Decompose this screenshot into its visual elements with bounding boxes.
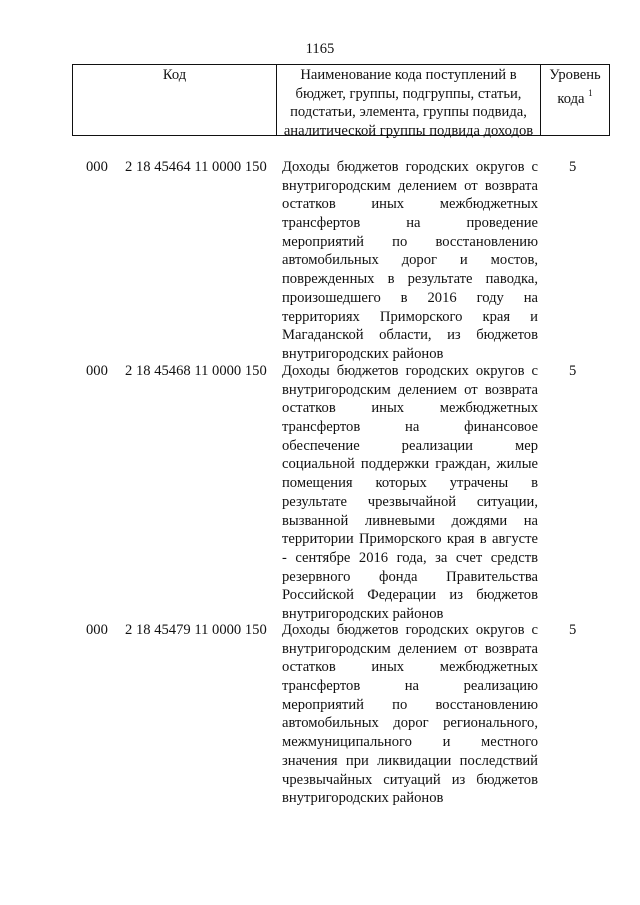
description-line: внутригородских районов	[282, 345, 444, 362]
description-line: Доходы бюджетов городских округов с	[282, 622, 538, 638]
description-line: вызванной ливневыми дождями на	[282, 512, 538, 529]
header-name-line: Наименование кода поступлений в	[300, 67, 517, 83]
description-line: внутригородским делением от возврата	[282, 381, 538, 398]
header-code-label: Код	[162, 67, 187, 83]
description-line: трансфертов на финансовое	[282, 419, 538, 436]
header-level-cell	[541, 65, 609, 135]
header-name-line: аналитической группы подвида доходов	[283, 122, 534, 139]
header-level-word: кода	[557, 90, 585, 107]
description-line: социальной поддержки граждан, жилые	[282, 456, 538, 473]
description-line: внутригородских районов	[282, 605, 444, 622]
description-line: автомобильных дорог и мостов,	[282, 252, 538, 269]
description-line: значения при ликвидации последствий	[282, 752, 538, 769]
description-line: мероприятий по восстановлению	[282, 233, 538, 250]
description-line: внутригородским делением от возврата	[282, 640, 538, 657]
admin-code: 000	[86, 363, 108, 379]
description-line: обеспечение реализации мер	[282, 437, 538, 454]
description-line: трансфертов на проведение	[282, 215, 538, 232]
revenue-code: 2 18 45479 11 0000 150	[125, 622, 267, 638]
page-number: 1165	[305, 41, 335, 57]
description-line: поврежденных в результате паводка,	[282, 271, 538, 288]
description-line: территории Приморского края в августе	[282, 531, 538, 548]
admin-code: 000	[86, 159, 108, 175]
description-line: автомобильных дорог регионального,	[282, 715, 538, 732]
level-value: 5	[569, 159, 577, 175]
description-line: внутригородским делением от возврата	[282, 177, 538, 194]
description-line: внутригородских районов	[282, 790, 444, 807]
revenue-description	[282, 362, 538, 624]
level-value: 5	[569, 622, 577, 638]
footnote-marker: 1	[588, 87, 593, 98]
description-line: результате чрезвычайной ситуации,	[282, 493, 538, 510]
description-line: территориях Приморского края и	[282, 308, 538, 325]
description-line: остатков иных межбюджетных	[282, 659, 538, 676]
description-line: - сентябре 2016 года, за счет средств	[282, 549, 538, 566]
description-line: Доходы бюджетов городских округов с	[282, 363, 538, 379]
description-line: остатков иных межбюджетных	[282, 400, 538, 417]
level-value: 5	[569, 363, 577, 379]
header-name-cell	[277, 65, 541, 139]
header-level-line1: Уровень	[549, 67, 601, 83]
description-line: мероприятий по восстановлению	[282, 696, 538, 713]
description-line: чрезвычайных ситуаций из бюджетов	[282, 771, 538, 788]
description-line: межмуниципального и местного	[282, 734, 538, 751]
revenue-code: 2 18 45464 11 0000 150	[125, 159, 267, 175]
description-line: произошедшего в 2016 году на	[282, 289, 538, 306]
description-line: остатков иных межбюджетных	[282, 196, 538, 213]
description-line: Российской Федерации из бюджетов	[282, 587, 538, 604]
admin-code: 000	[86, 622, 108, 638]
header-level-line2	[541, 85, 609, 108]
header-name-line: бюджет, группы, подгруппы, статьи,	[295, 85, 522, 102]
header-name-line: подстатьи, элемента, группы подвида,	[290, 104, 527, 121]
description-line: Доходы бюджетов городских округов с	[282, 159, 538, 175]
description-line: Магаданской области, из бюджетов	[282, 327, 538, 344]
revenue-code: 2 18 45468 11 0000 150	[125, 363, 267, 379]
header-code-cell	[73, 65, 277, 135]
revenue-description	[282, 158, 538, 364]
description-line: резервного фонда Правительства	[282, 568, 538, 585]
table-header	[72, 64, 610, 139]
description-line: трансфертов на реализацию	[282, 678, 538, 695]
revenue-description	[282, 621, 538, 808]
description-line: помещения которых утрачены в	[282, 475, 538, 492]
